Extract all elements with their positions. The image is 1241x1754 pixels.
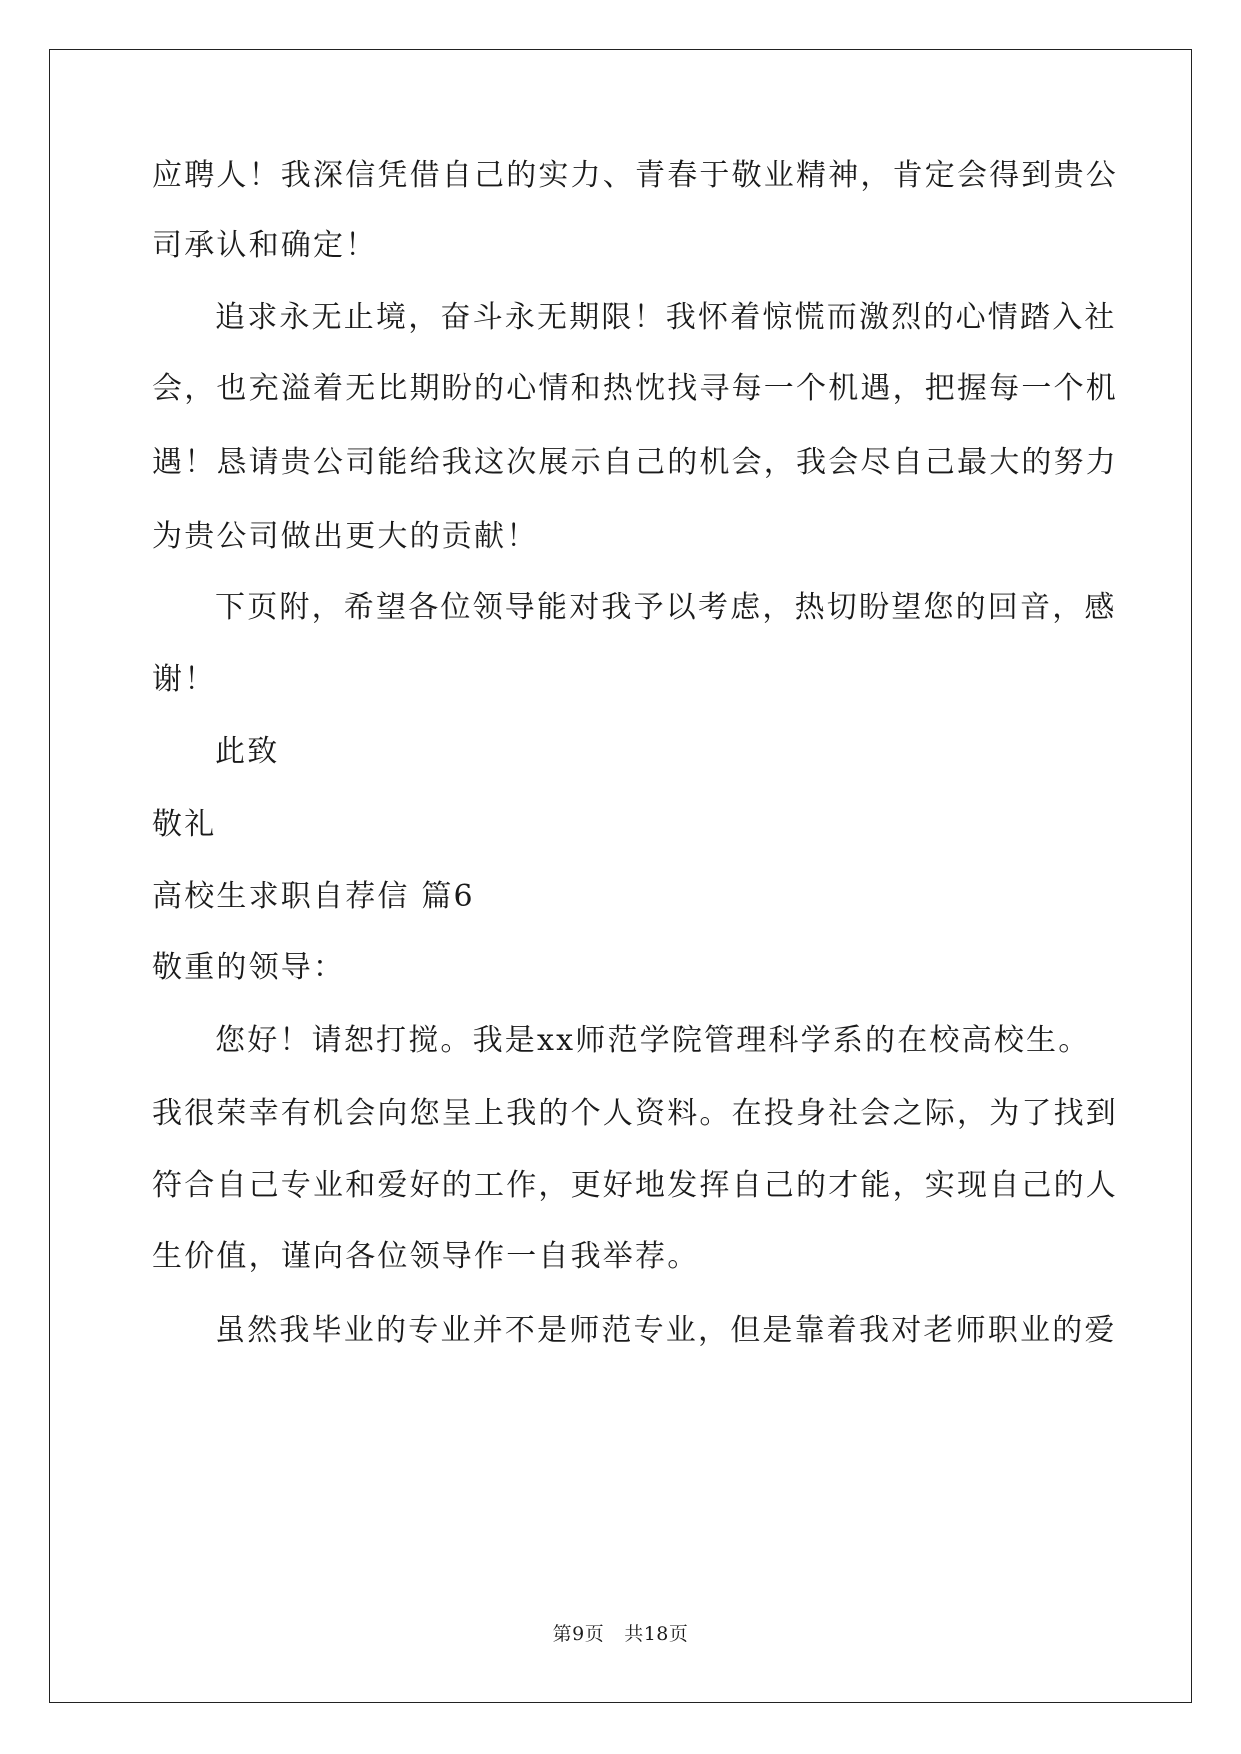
salutation-closing: 此致 [215,734,280,769]
text-line: 应聘人！我深信凭借自己的实力、青春于敬业精神，肯定会得到贵公 [152,158,1118,193]
text-line: 为贵公司做出更大的贡献！ [152,519,539,554]
paragraph-start-line: 您好！请恕打搅。我是xx师范学院管理科学系的在校高校生。 [215,1023,1091,1058]
page-total: 共18页 [624,1623,689,1645]
paragraph-start-line: 下页附，希望各位领导能对我予以考虑，热切盼望您的回音，感 [215,590,1117,625]
text-line: 我很荣幸有机会向您呈上我的个人资料。在投身社会之际，为了找到 [152,1096,1118,1131]
page-number: 第9页 [552,1623,605,1645]
section-heading: 高校生求职自荐信 篇6 [152,879,475,914]
text-line: 生价值，谨向各位领导作一自我举荐。 [152,1239,700,1274]
text-line: 会，也充溢着无比期盼的心情和热忱找寻每一个机遇，把握每一个机 [152,371,1118,406]
paragraph-start-line: 虽然我毕业的专业并不是师范专业，但是靠着我对老师职业的爱 [215,1313,1117,1348]
text-line: 谢！ [152,662,217,697]
text-line: 符合自己专业和爱好的工作，更好地发挥自己的才能，实现自己的人 [152,1168,1118,1203]
salutation: 敬重的领导： [152,950,346,985]
page-footer [0,1622,1241,1646]
paragraph-start-line: 追求永无止境，奋斗永无期限！我怀着惊慌而激烈的心情踏入社 [215,300,1117,335]
text-line: 司承认和确定！ [152,228,378,263]
closing-regards: 敬礼 [152,807,217,842]
text-line: 遇！恳请贵公司能给我这次展示自己的机会，我会尽自己最大的努力 [152,445,1118,480]
